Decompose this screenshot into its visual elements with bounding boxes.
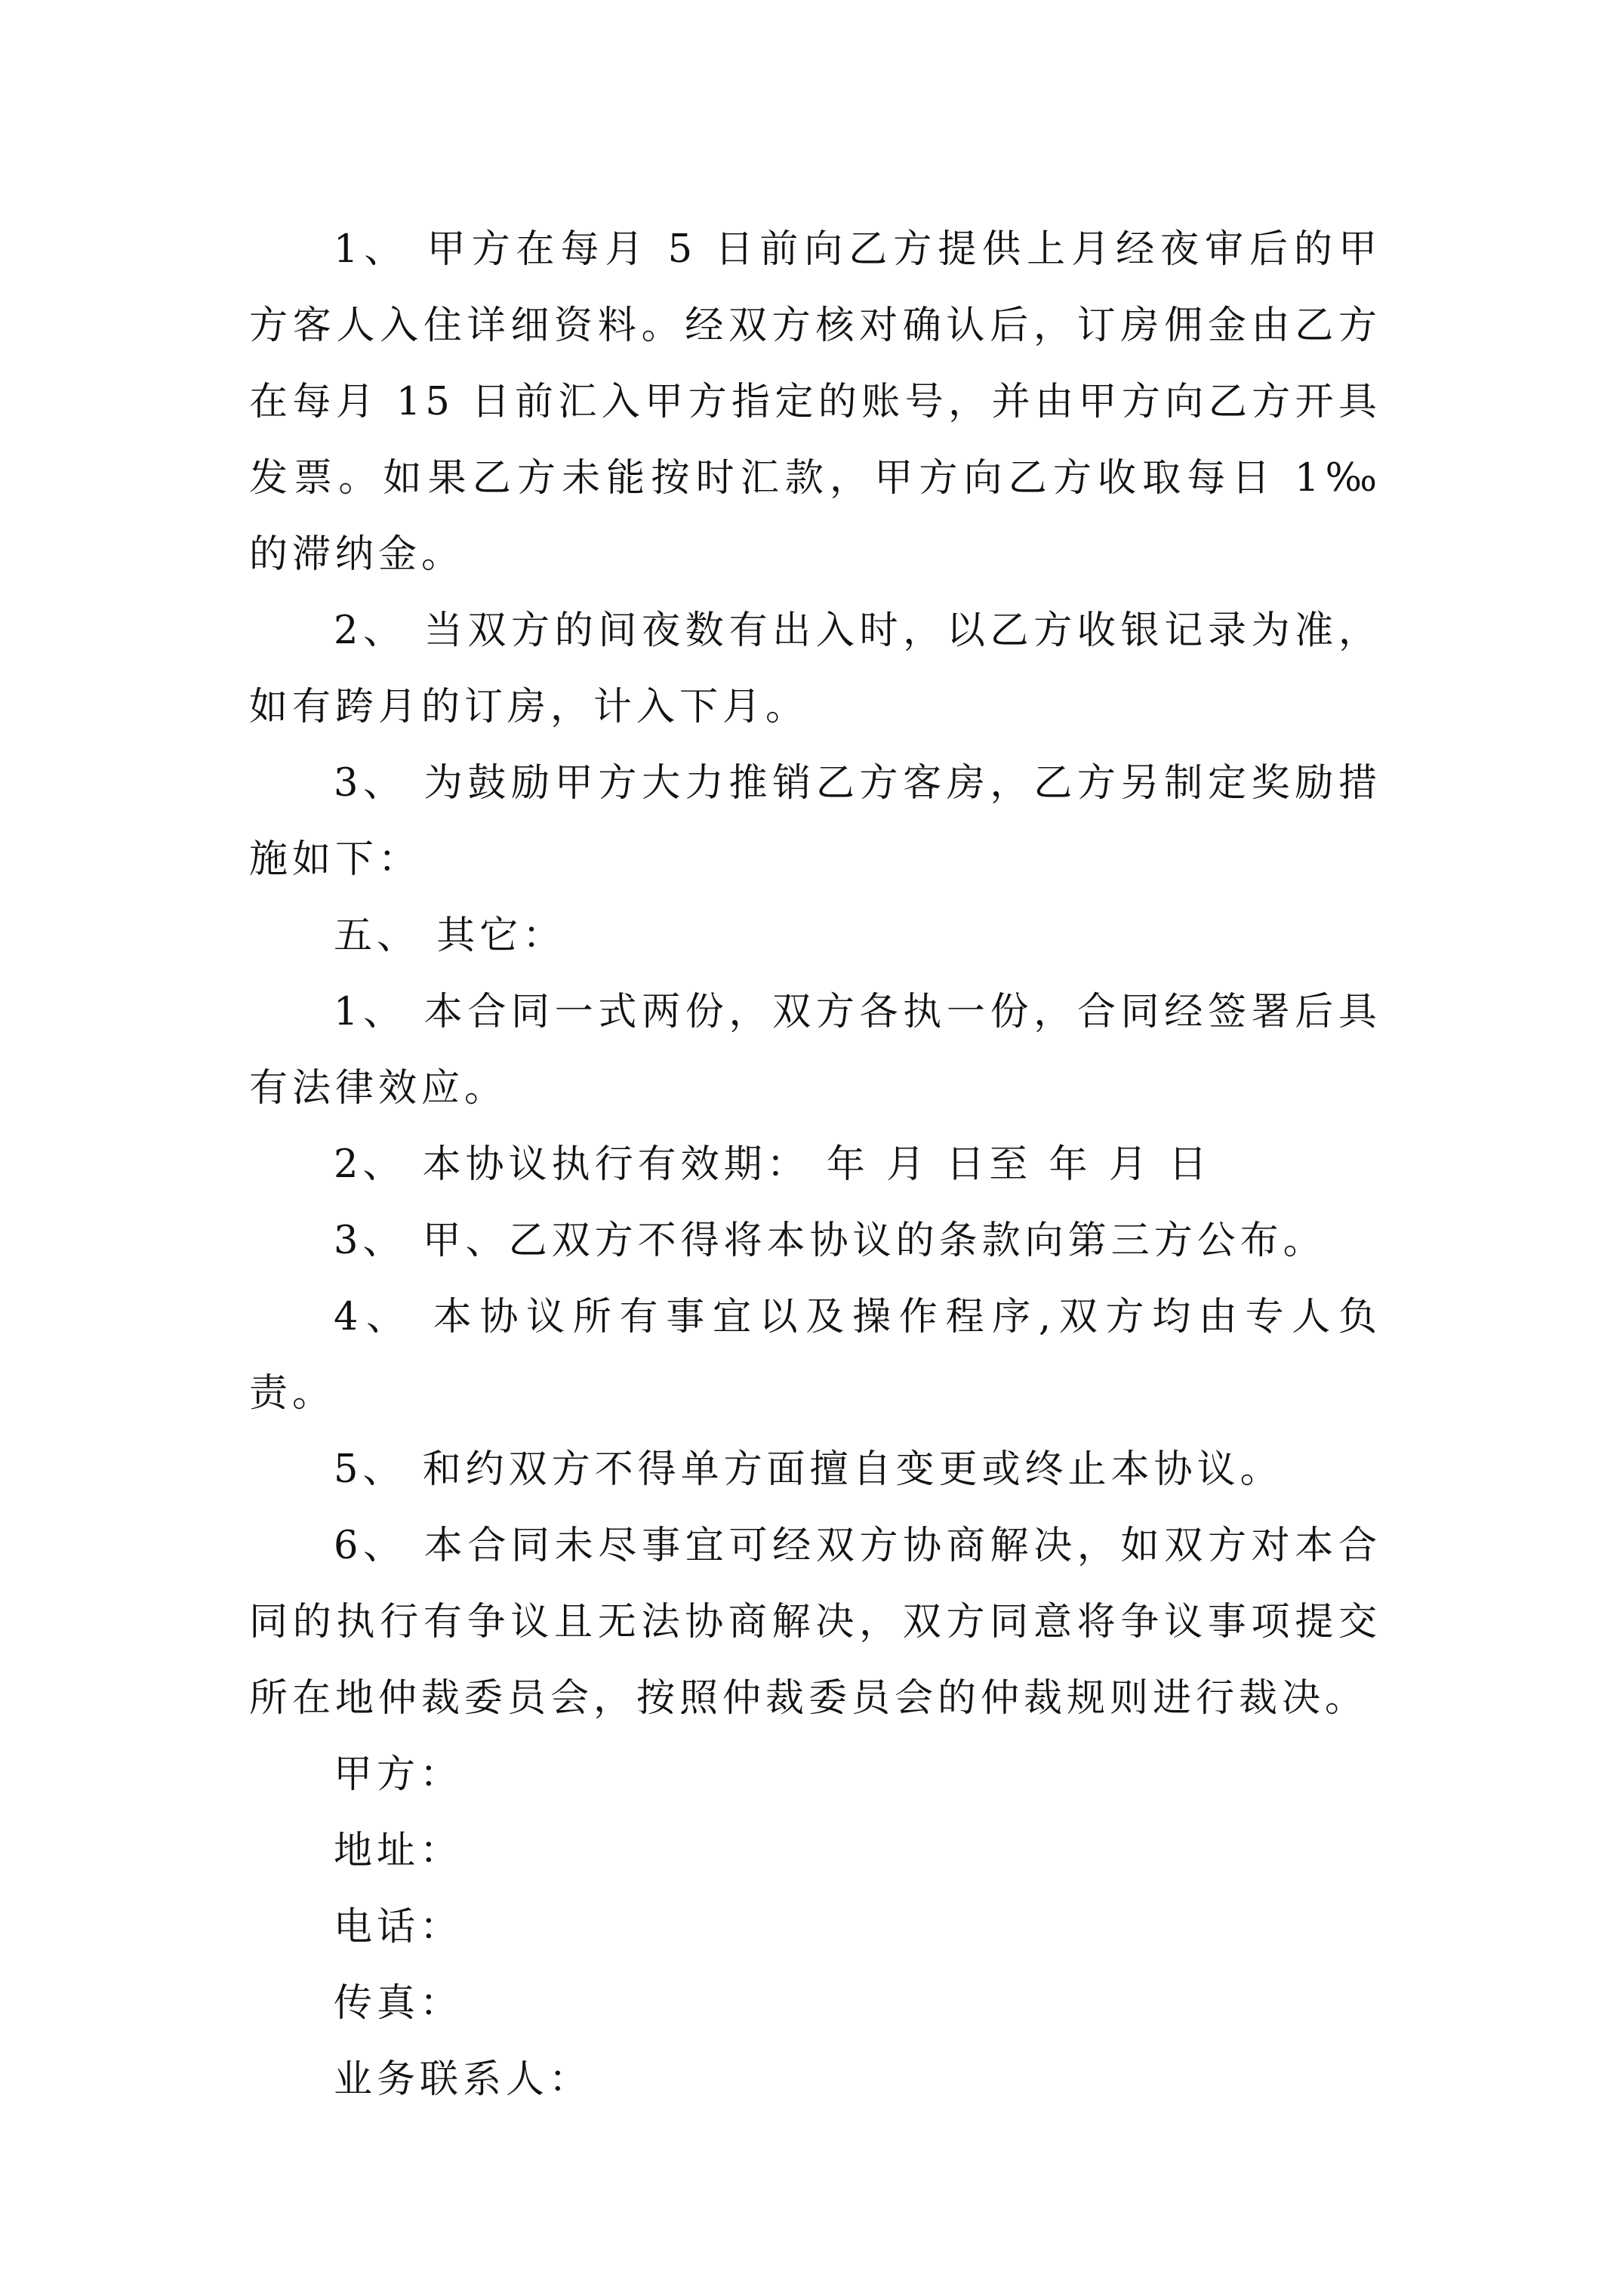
clause-confidentiality: 3、 甲、乙双方不得将本协议的条款向第三方公布。: [334, 1219, 1326, 1263]
document-body: [249, 211, 1381, 2118]
clause-no-unilateral-change: 5、 和约双方不得单方面擅自变更或终止本协议。: [334, 1447, 1283, 1492]
signature-party-a: 甲方：: [334, 1752, 463, 1797]
section-heading-other: 五、 其它：: [334, 914, 566, 958]
clause-incentive: 3、 为鼓励甲方大力推销乙方客房，乙方另制定奖励措施如下：: [249, 761, 1381, 882]
clause-responsible-person: 4、 本协议所有事宜以及操作程序,双方均由专人负责。: [249, 1295, 1381, 1416]
clause-room-night-discrepancy: 2、 当双方的间夜数有出入时，以乙方收银记录为准，如有跨月的订房，计入下月。: [249, 609, 1381, 729]
signature-phone: 电话：: [334, 1905, 463, 1949]
signature-contact-person: 业务联系人：: [334, 2057, 593, 2102]
signature-fax: 传真：: [334, 1981, 463, 2026]
signature-address: 地址：: [334, 1829, 463, 1873]
clause-payment-commission: 1、 甲方在每月 5 日前向乙方提供上月经夜审后的甲方客人入住详细资料。经双方核对确认后，订房佣金由乙方在每月 15 日前汇入甲方指定的账号，并由甲方向乙方开具发票。如果乙方未能按时汇款，甲方向乙方收取每日 1‰的滞纳金。: [249, 227, 1381, 577]
clause-dispute-resolution: 6、 本合同未尽事宜可经双方协商解决，如双方对本合同的执行有争议且无法协商解决，双方同意将争议事项提交所在地仲裁委员会，按照仲裁委员会的仲裁规则进行裁决。: [249, 1524, 1381, 1721]
clause-copies: 1、 本合同一式两份，双方各执一份，合同经签署后具有法律效应。: [249, 990, 1381, 1111]
clause-validity-period: 2、 本协议执行有效期： 年 月 日至 年 月 日: [334, 1142, 1212, 1187]
